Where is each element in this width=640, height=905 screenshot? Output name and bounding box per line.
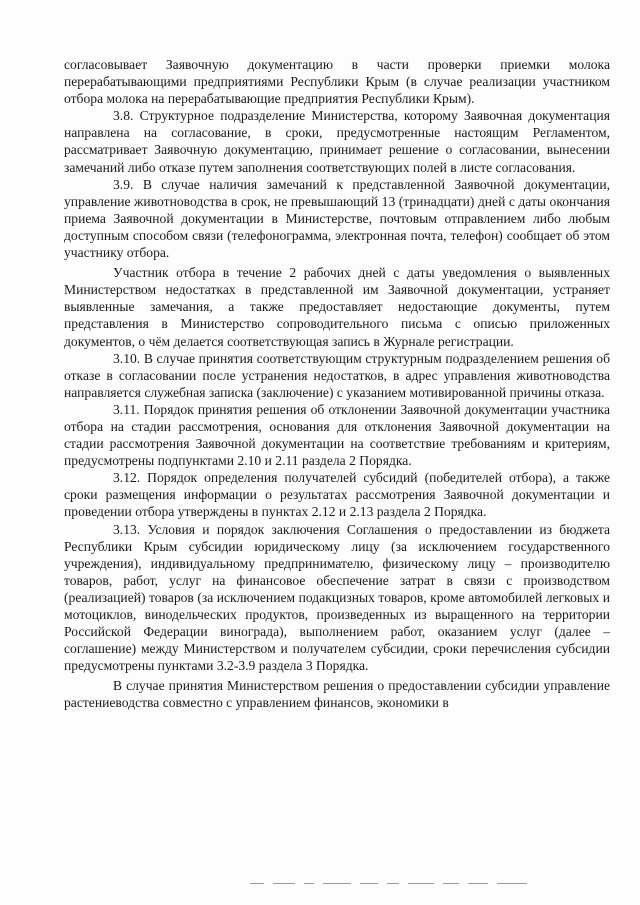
paragraph-3-9: 3.9. В случае наличия замечаний к представленной Заявочной документации, управление животноводства в срок, не превышающий 13 (тринадцати) дней с даты окончания приема Заявочной документации в Министерстве, почтовым отправлением либо любым доступным способом связи (телефонограмма, электронная почта, телефон) сообщает об этом участнику отбора. <box>64 176 610 261</box>
paragraph-3-10: 3.10. В случае принятия соответствующим структурным подразделением решения об отказе в согласовании после устранения недостатков, в адрес управления животноводства направляется служебная записка (заключение) с указанием мотивированной причины отказа. <box>64 350 610 400</box>
paragraph-continuation: согласовывает Заявочную документацию в части проверки приемки молока перерабатывающими предприятиями Республики Крым (в случае реализации участником отбора молока на перерабатывающие предприятия Республики Крым). <box>64 57 610 107</box>
paragraph-3-12: 3.12. Порядок определения получателей субсидий (победителей отбора), а также сроки размещения информации о результатах рассмотрения Заявочной документации и проведении отбора утверждены в пунктах 2.12 и 2.13 раздела 2 Порядка. <box>64 470 610 520</box>
scan-artifact-marks <box>250 880 580 886</box>
paragraph-3-11: 3.11. Порядок принятия решения об отклонении Заявочной документации участника отбора на стадии рассмотрения, основания для отклонения Заявочной документации на стадии рассмотрения Заявочной документации на соответствие требованиям и критериям, предусмотрены подпунктами 2.10 и 2.11 раздела 2 Порядка. <box>64 401 610 469</box>
paragraph-3-8: 3.8. Структурное подразделение Министерства, которому Заявочная документация направлена на согласование, в сроки, предусмотренные настоящим Регламентом, рассматривает Заявочную документацию, принимает решение о согласовании, вынесении замечаний либо отказе путем заполнения соответствующих полей в листе согласования. <box>64 108 610 175</box>
paragraph-decision: В случае принятия Министерством решения о предоставлении субсидии управление растениеводства совместно с управлением финансов, экономики в <box>64 678 610 711</box>
document-body <box>64 56 610 712</box>
paragraph-participant: Участник отбора в течение 2 рабочих дней с даты уведомления о выявленных Министерством недостатках в представленной им Заявочной документации, устраняет выявленные замечания, а также предоставляет недостающие документы, путем представления в Министерство сопроводительного письма с описью приложенных документов, о чём делается соответствующая запись в Журнале регистрации. <box>64 265 610 349</box>
paragraph-3-13: 3.13. Условия и порядок заключения Соглашения о предоставлении из бюджета Республики Крым субсидии юридическому лицу (за исключением государственного учреждения), индивидуальному предпринимателю, физическому лицу – производителю товаров, работ, услуг на финансовое обеспечение затрат в связи с производством (реализацией) товаров (за исключением подакцизных товаров, кроме автомобилей легковых и мотоциклов, винодельческих продуктов, произведенных из выращенного на территории Российской Федерации винограда), выполнением работ, оказанием услуг (далее – соглашение) между Министерством и получателем субсидии, сроки перечисления субсидии предусмотрены пунктами 3.2-3.9 раздела 3 Порядка. <box>64 521 610 674</box>
